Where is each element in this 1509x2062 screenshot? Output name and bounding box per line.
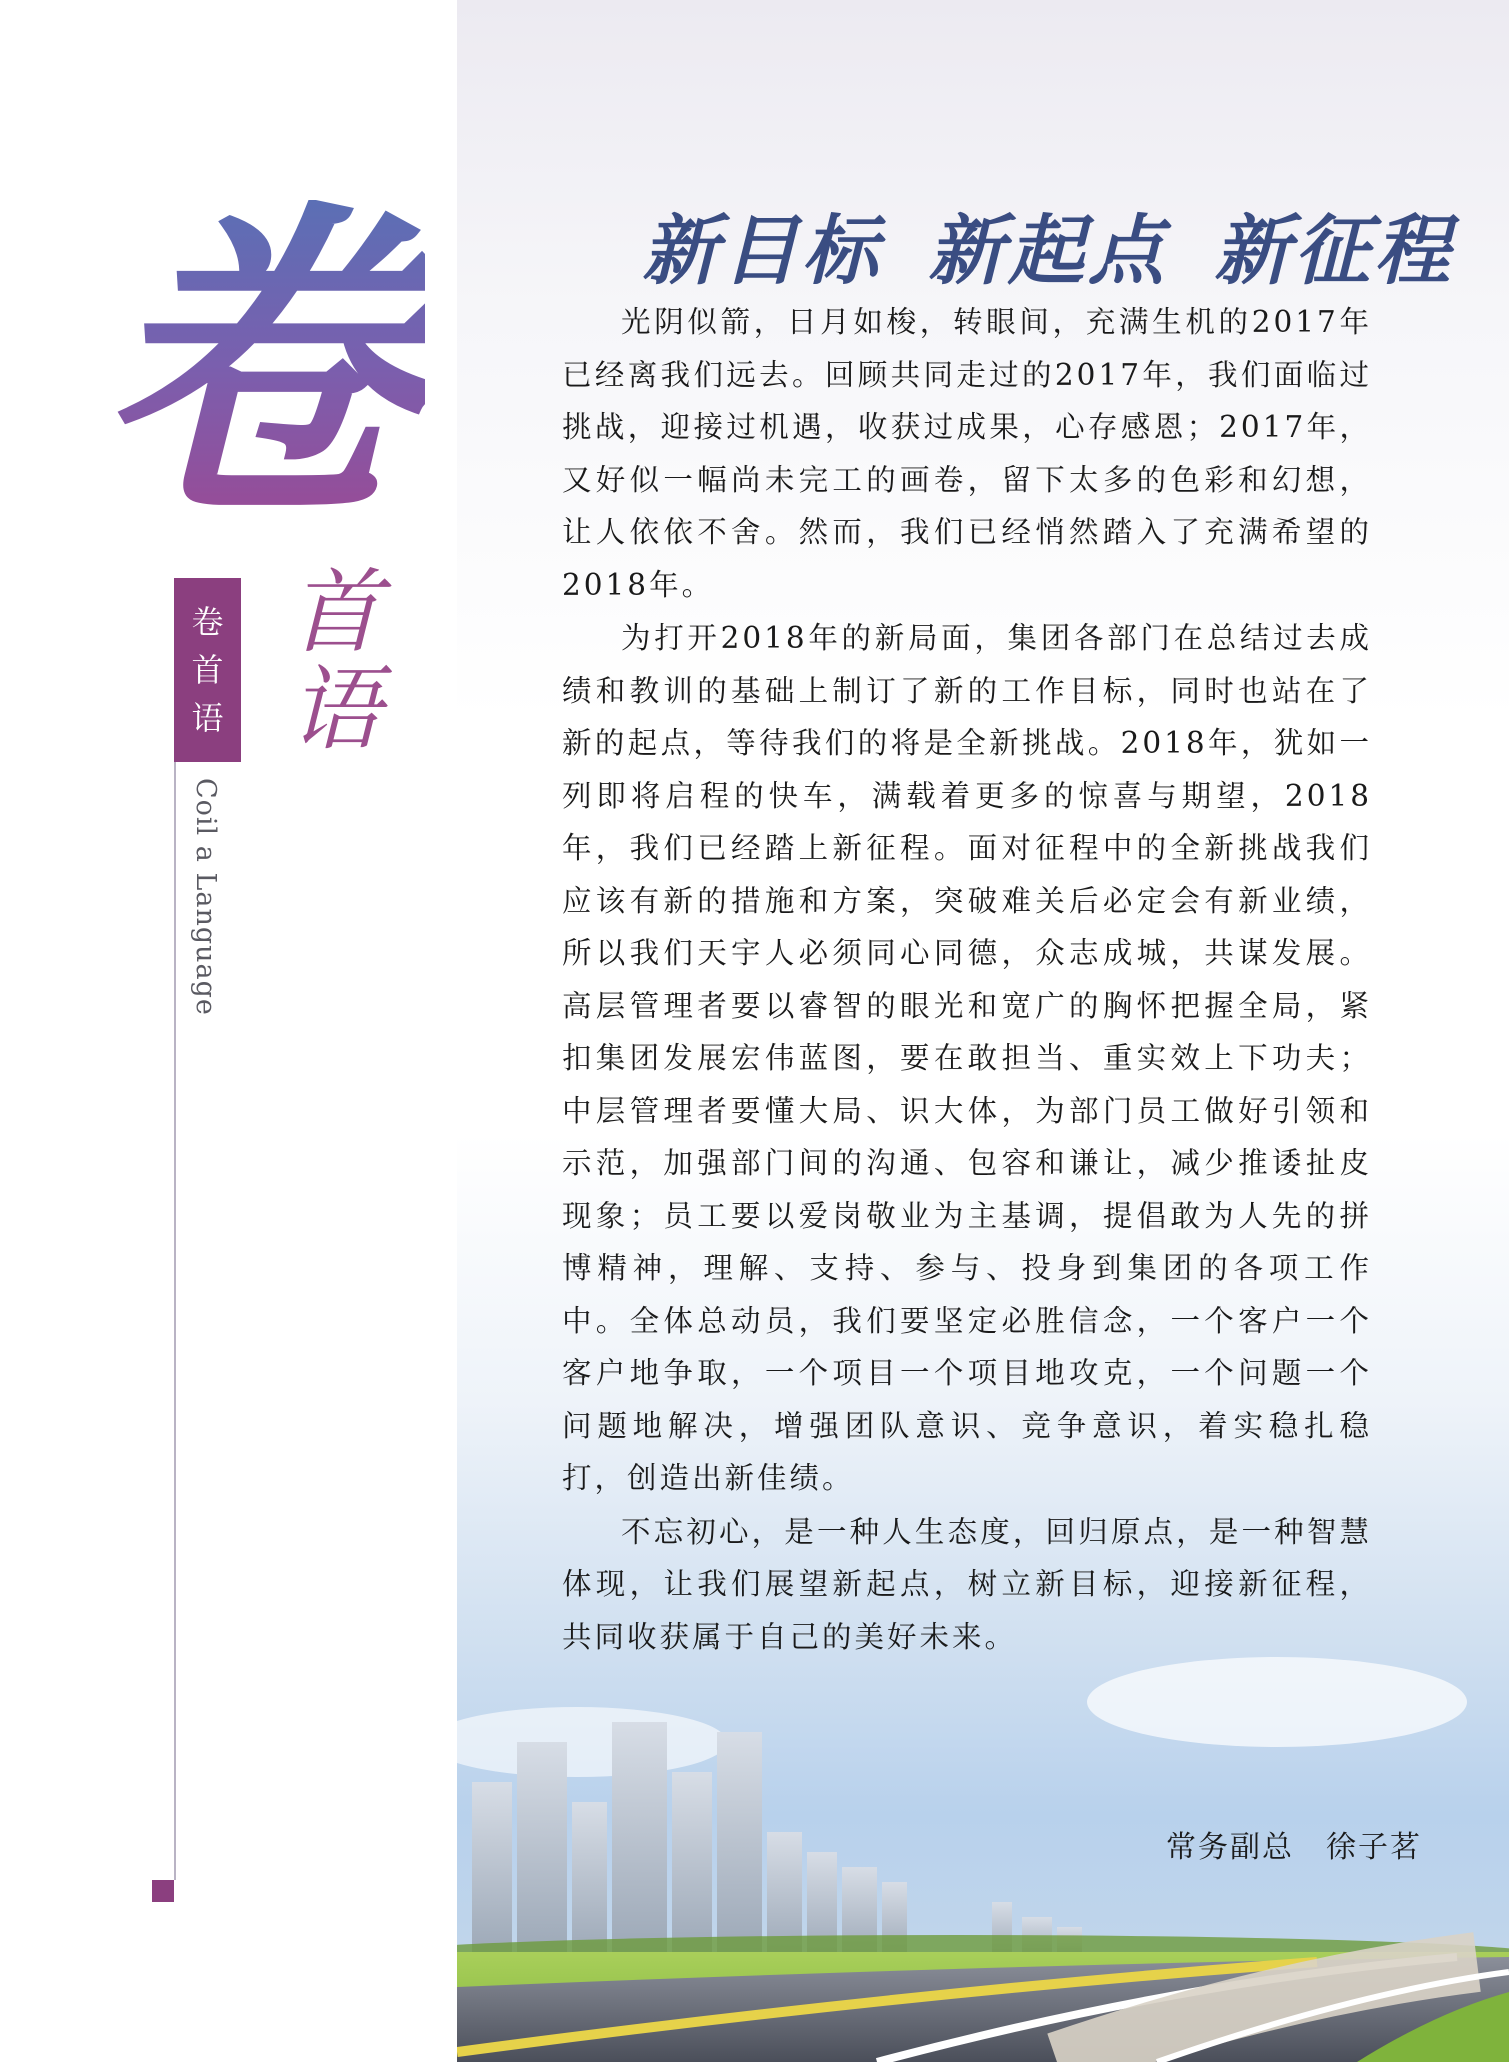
title-part-2: 新起点 [928,206,1168,295]
signature [1087,1822,1422,1866]
paragraph-1: 光阴似箭，日月如梭，转眼间，充满生机的2017年已经离我们远去。回顾共同走过的2017年，我们面临过挑战，迎接过机遇，收获过成果，心存感恩；2017年，又好似一幅尚未完工的画卷，留下太多的色彩和幻想，让人依依不舍。然而，我们已经悄然踏入了充满希望的2018年。 [562,305,1372,602]
english-subtitle: Coil a Language [190,778,221,1016]
calligraphy-title-char: 卷 [95,171,425,559]
paragraph-3: 不忘初心，是一种人生态度，回归原点，是一种智慧体现，让我们展望新起点，树立新目标，迎接新征程，共同收获属于自己的美好未来。 [562,1514,1372,1654]
calligraphy-side-chars [275,559,395,763]
content-panel [457,0,1509,2062]
article-title [642,190,1454,299]
article-body [562,296,1372,1664]
title-part-3: 新征程 [1214,206,1454,295]
section-badge [174,578,241,762]
paragraph-2: 为打开2018年的新局面，集团各部门在总结过去成绩和教训的基础上制订了新的工作目标，同时也站在了新的起点，等待我们的将是全新挑战。2018年，犹如一列即将启程的快车，满载着更多的惊喜与期望，2018年，我们已经踏上新征程。面对征程中的全新挑战我们应该有新的措施和方案，突破难关后必定会有新业绩，所以我们天宇人必须同心同德，众志成城，共谋发展。高层管理者要以睿智的眼光和宽广的胸怀把握全局，紧扣集团发展宏伟蓝图，要在敢担当、重实效上下功夫；中层管理者要懂大局、识大体，为部门员工做好引领和示范，加强部门间的沟通、包容和谦让，减少推诿扯皮现象；员工要以爱岗敬业为主基调，提倡敢为人先的拼博精神，理解、支持、参与、投身到集团的各项工作中。全体总动员，我们要坚定必胜信念，一个客户一个客户地争取，一个项目一个项目地攻克，一个问题一个问题地解决，增强团队意识、竞争意识，着实稳扎稳打，创造出新佳绩。 [562,621,1372,1495]
calligraphy-char-shou: 首 [288,559,381,666]
vertical-divider [174,762,176,1880]
badge-char-2: 首 [191,651,224,689]
decorative-square [152,1880,174,1902]
badge-char-3: 语 [191,699,224,737]
title-part-1: 新目标 [642,206,882,295]
left-column [0,0,457,2062]
signature-title: 常务副总 [1166,1830,1294,1865]
calligraphy-char-yu: 语 [288,655,381,763]
badge-char-1: 卷 [191,603,224,641]
signature-name: 徐子茗 [1326,1830,1422,1865]
